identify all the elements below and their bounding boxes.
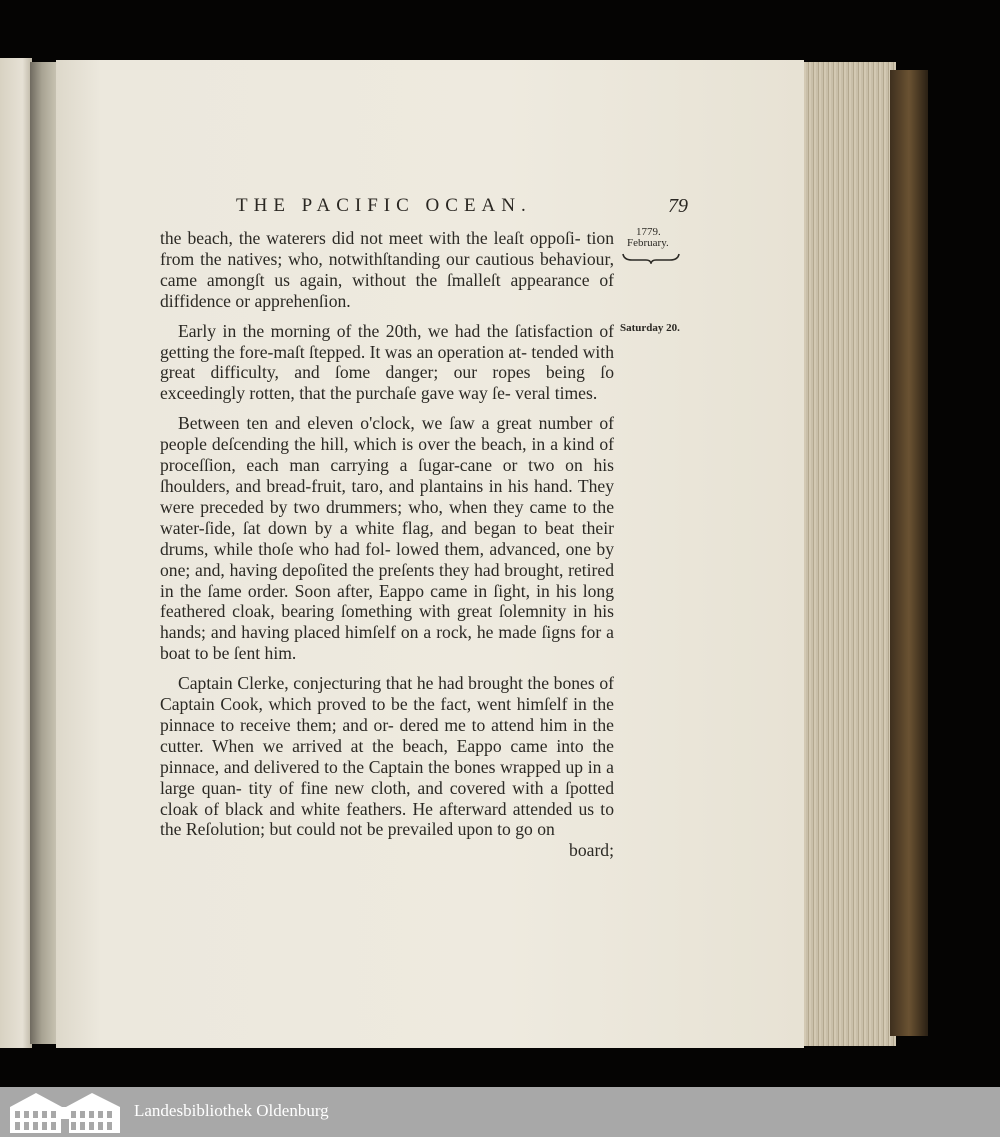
page-number: 79 — [668, 195, 688, 217]
running-title: THE PACIFIC OCEAN. — [236, 195, 532, 216]
paragraph-2: Early in the morning of the 20th, we had the ſatisfaction of getting the fore-maſt ſtepped. It was an operation at- tended with great difficulty, and ſome danger; our ropes being ſo exceedingly rotten, that the purchaſe gave way ſe- veral times. — [160, 320, 614, 404]
paragraph-4: Captain Clerke, conjecturing that he had brought the bones of Captain Cook, which proved to be the fact, went himſelf in the pinnace to receive them; and or- dered me to attend him in the cutter. When we arrived at the beach, Eappo came into the pinnace, and delivered to the Captain the bones wrapped up in a large quan- tity of fine new cloth, and covered with a ſpotted cloak of black and white feathers. He afterward attended us to the Reſolution; but could not be prevailed upon to go on — [160, 673, 614, 840]
paragraph-3: Between ten and eleven o'clock, we ſaw a great number of people deſcending the hill, which is over the beach, in a kind of proceſſion, each man carrying a ſugar-cane or two on his ſhoulders, and bread-fruit, taro, and plantains in his hand. They were preceded by two drummers; who, when they came to the water-ſide, ſat down by a white flag, and began to beat their drums, while thoſe who had fol- lowed them, advanced, one by one; and, having depoſited the preſents they had brought, retired in the ſame order. Soon after, Eappo came in ſight, in his long feathered cloak, bearing ſomething with great ſolemnity in his hands; and having placed himſelf on a rock, he made ſigns for a boat to be ſent him. — [160, 413, 614, 664]
page-fore-edge — [796, 62, 896, 1046]
margin-note-day: Saturday 20. — [620, 322, 680, 334]
margin-brace-icon — [622, 252, 680, 264]
catchword: board; — [569, 840, 614, 861]
footer-bar — [0, 1087, 1000, 1137]
library-building-logo-icon — [6, 1089, 124, 1135]
cover-edge — [890, 70, 928, 1036]
margin-note-month: February. — [627, 237, 669, 249]
margin-note-year: 1779. — [636, 226, 661, 238]
library-name: Landesbibliothek Oldenburg — [134, 1101, 329, 1120]
left-page-edge — [0, 58, 32, 1048]
body-text — [160, 228, 614, 861]
paragraph-1: the beach, the waterers did not meet with the leaſt oppoſi- tion from the natives; who, notwithſtanding our cautious behaviour, came amongſt us again, without the ſmalleſt appearance of diffidence or apprehenſion. — [160, 228, 614, 311]
